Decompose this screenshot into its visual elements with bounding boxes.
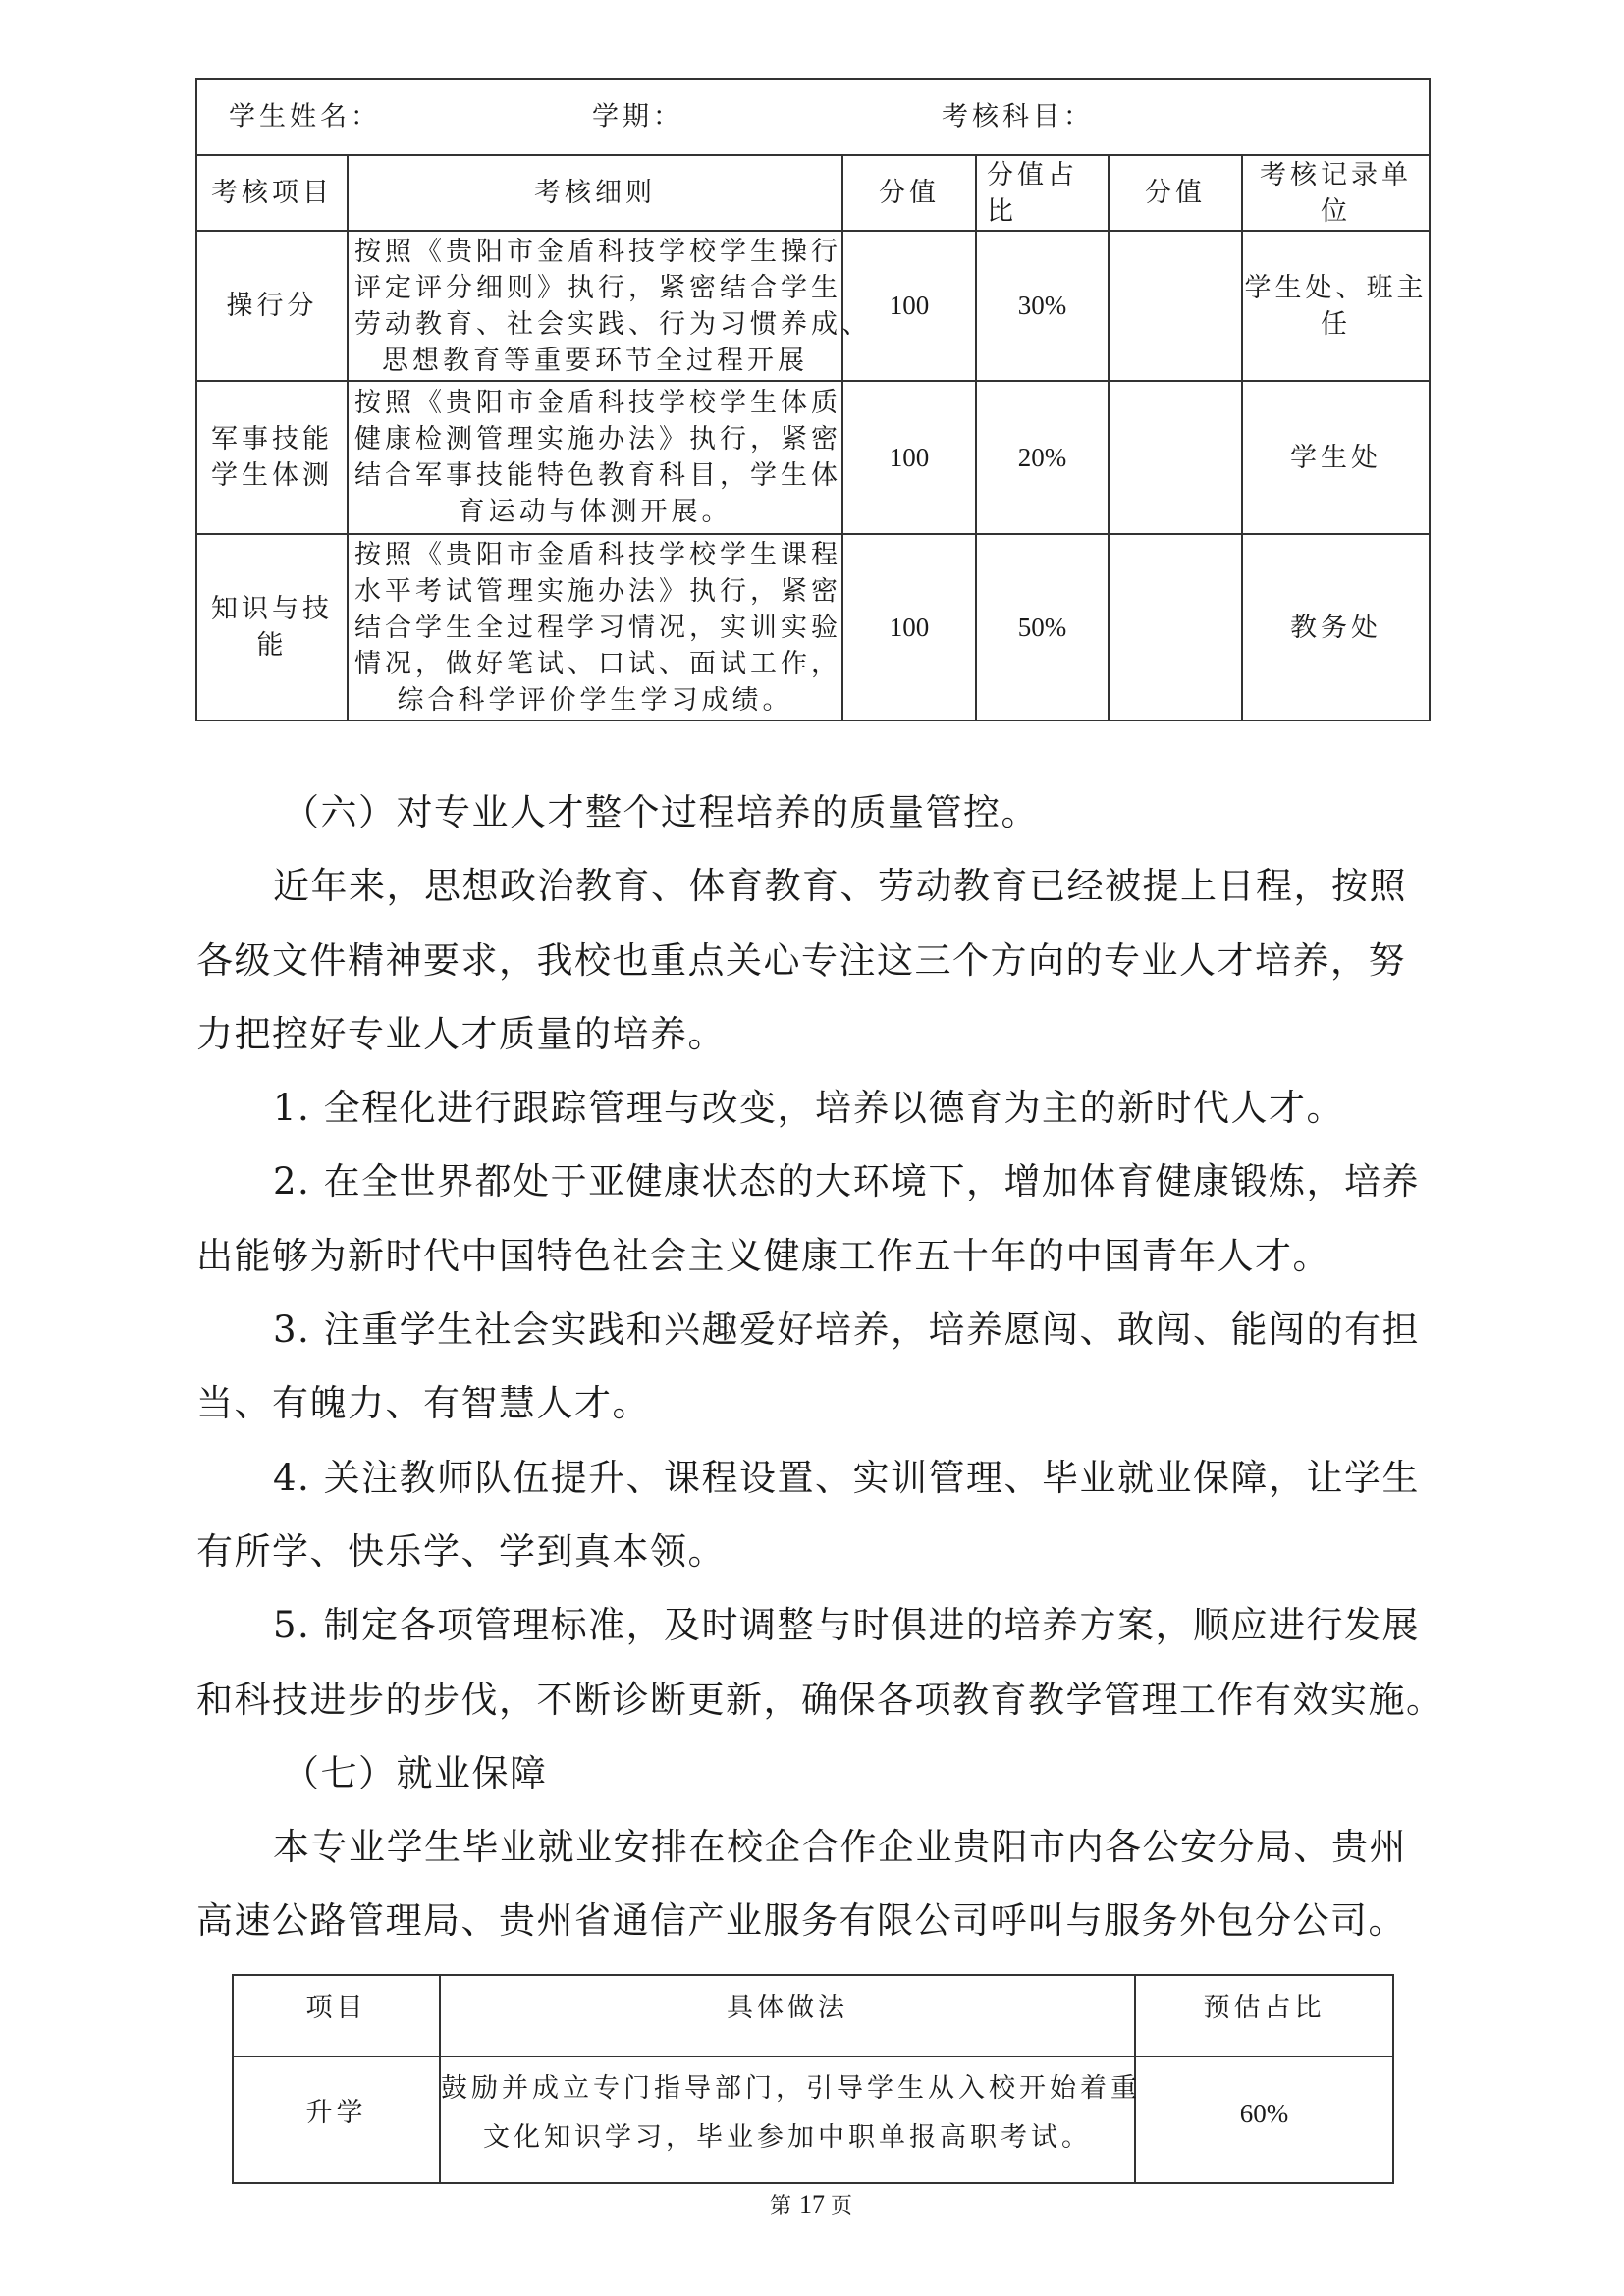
table-row — [196, 381, 1430, 534]
detail-line: 评定评分细则》执行，紧密结合学生 — [354, 272, 841, 303]
row-detail — [348, 381, 842, 534]
paragraph-line: 各级文件精神要求，我校也重点关心专注这三个方向的专业人才培养，努 — [196, 938, 1406, 982]
row-item-line: 操行分 — [226, 291, 318, 321]
detail-line: 按照《贵阳市金盾科技学校学生操行 — [354, 236, 841, 267]
row-item-line: 学生体测 — [211, 460, 333, 491]
header-method: 具体做法 — [440, 1975, 1135, 2056]
header-unit-line: 位 — [1321, 195, 1352, 227]
table-row — [233, 2056, 1393, 2183]
row-detail — [348, 534, 842, 721]
row-actual-score[interactable] — [1109, 231, 1242, 381]
list-item-2-cont: 出能够为新时代中国特色社会主义健康工作五十年的中国青年人才。 — [196, 1234, 1330, 1277]
semester-label: 学期： — [592, 101, 683, 133]
row-method — [440, 2056, 1141, 2183]
body-text — [196, 775, 1443, 1958]
subject-label: 考核科目： — [942, 101, 1094, 133]
row-item — [196, 381, 348, 534]
row-item: 升学 — [233, 2056, 440, 2183]
header-item: 考核项目 — [196, 155, 348, 231]
header-unit-line: 考核记录单 — [1260, 159, 1413, 190]
unit-line: 学生处 — [1290, 442, 1382, 473]
list-item-4: 4. 关注教师队伍提升、课程设置、实训管理、毕业就业保障，让学生 — [273, 1456, 1421, 1499]
list-item-5-cont: 和科技进步的步伐，不断诊断更新，确保各项教育教学管理工作有效实施。 — [196, 1678, 1444, 1721]
detail-line: 情况，做好笔试、口试、面试工作， — [354, 648, 841, 679]
list-item-3: 3. 注重学生社会实践和兴趣爱好培养，培养愿闯、敢闯、能闯的有担 — [273, 1308, 1421, 1352]
row-record-unit — [1242, 381, 1430, 534]
list-item-3-cont: 当、有魄力、有智慧人才。 — [196, 1382, 650, 1425]
page-number: 17 — [799, 2190, 825, 2218]
method-line: 文化知识学习，毕业参加中职单报高职考试。 — [483, 2121, 1092, 2153]
section-heading-6: （六）对专业人才整个过程培养的质量管控。 — [283, 791, 1039, 833]
paragraph-line: 力把控好专业人才质量的培养。 — [196, 1012, 726, 1055]
detail-line: 思想教育等重要环节全过程开展 — [382, 345, 808, 376]
row-ratio: 60% — [1135, 2056, 1393, 2183]
method-line: 鼓励并成立专门指导部门，引导学生从入校开始着重 — [441, 2072, 1141, 2104]
header-item: 项目 — [233, 1975, 440, 2056]
row-item-line: 军事技能 — [211, 424, 333, 454]
student-info-cell — [196, 79, 1430, 155]
page-footer — [0, 2189, 1624, 2219]
row-score: 100 — [842, 381, 976, 534]
detail-line: 结合军事技能特色教育科目，学生体 — [354, 460, 841, 491]
table-row — [196, 534, 1430, 721]
detail-line: 劳动教育、社会实践、行为习惯养成、 — [354, 308, 872, 340]
header-ratio — [976, 155, 1109, 231]
detail-line: 按照《贵阳市金盾科技学校学生课程 — [354, 539, 841, 570]
header-ratio: 预估占比 — [1135, 1975, 1393, 2056]
row-actual-score[interactable] — [1109, 534, 1242, 721]
detail-line: 水平考试管理实施办法》执行，紧密 — [354, 575, 841, 607]
row-item — [196, 534, 348, 721]
detail-line: 健康检测管理实施办法》执行，紧密 — [354, 424, 841, 454]
row-item — [196, 231, 348, 381]
row-ratio: 20% — [976, 381, 1109, 534]
unit-line: 教务处 — [1290, 612, 1382, 643]
list-item-2: 2. 在全世界都处于亚健康状态的大环境下，增加体育健康锻炼，培养 — [273, 1160, 1421, 1203]
detail-line: 结合学生全过程学习情况，实训实验 — [354, 612, 841, 643]
page-suffix: 页 — [831, 2194, 855, 2218]
employment-table — [232, 1974, 1394, 2184]
detail-line: 育运动与体测开展。 — [458, 497, 732, 527]
row-actual-score[interactable] — [1109, 381, 1242, 534]
header-ratio-line: 比 — [987, 195, 1017, 227]
row-ratio: 50% — [976, 534, 1109, 721]
header-record-unit — [1242, 155, 1430, 231]
row-record-unit — [1242, 534, 1430, 721]
paragraph-line: 本专业学生毕业就业安排在校企合作企业贵阳市内各公安分局、贵州 — [273, 1826, 1407, 1869]
detail-line: 按照《贵阳市金盾科技学校学生体质 — [354, 388, 841, 418]
student-name-label: 学生姓名： — [229, 101, 381, 133]
unit-line: 任 — [1321, 308, 1352, 340]
header-ratio-line: 分值占 — [987, 159, 1078, 190]
row-item-line: 能 — [256, 630, 288, 661]
row-score: 100 — [842, 534, 976, 721]
detail-line: 综合科学评价学生学习成绩。 — [397, 684, 793, 716]
table-header-row — [233, 1975, 1393, 2056]
section-heading-7: （七）就业保障 — [283, 1751, 548, 1794]
header-score: 分值 — [842, 155, 976, 231]
student-info-row — [196, 79, 1430, 155]
row-score: 100 — [842, 231, 976, 381]
header-actual-score: 分值 — [1109, 155, 1242, 231]
paragraph-line: 近年来，思想政治教育、体育教育、劳动教育已经被提上日程，按照 — [273, 865, 1407, 908]
page-prefix: 第 — [769, 2194, 793, 2218]
row-record-unit — [1242, 231, 1430, 381]
unit-line: 学生处、班主 — [1244, 272, 1428, 303]
row-ratio: 30% — [976, 231, 1109, 381]
list-item-4-cont: 有所学、快乐学、学到真本领。 — [196, 1529, 726, 1573]
row-detail — [348, 231, 872, 381]
assessment-table — [195, 78, 1431, 721]
table-row — [196, 231, 1430, 381]
paragraph-line: 高速公路管理局、贵州省通信产业服务有限公司呼叫与服务外包分公司。 — [196, 1899, 1406, 1943]
table-header-row — [196, 155, 1430, 231]
row-item-line: 知识与技 — [211, 594, 333, 624]
list-item-1: 1. 全程化进行跟踪管理与改变，培养以德育为主的新时代人才。 — [273, 1087, 1345, 1130]
header-detail: 考核细则 — [348, 155, 842, 231]
list-item-5: 5. 制定各项管理标准，及时调整与时俱进的培养方案，顺应进行发展 — [273, 1604, 1421, 1647]
